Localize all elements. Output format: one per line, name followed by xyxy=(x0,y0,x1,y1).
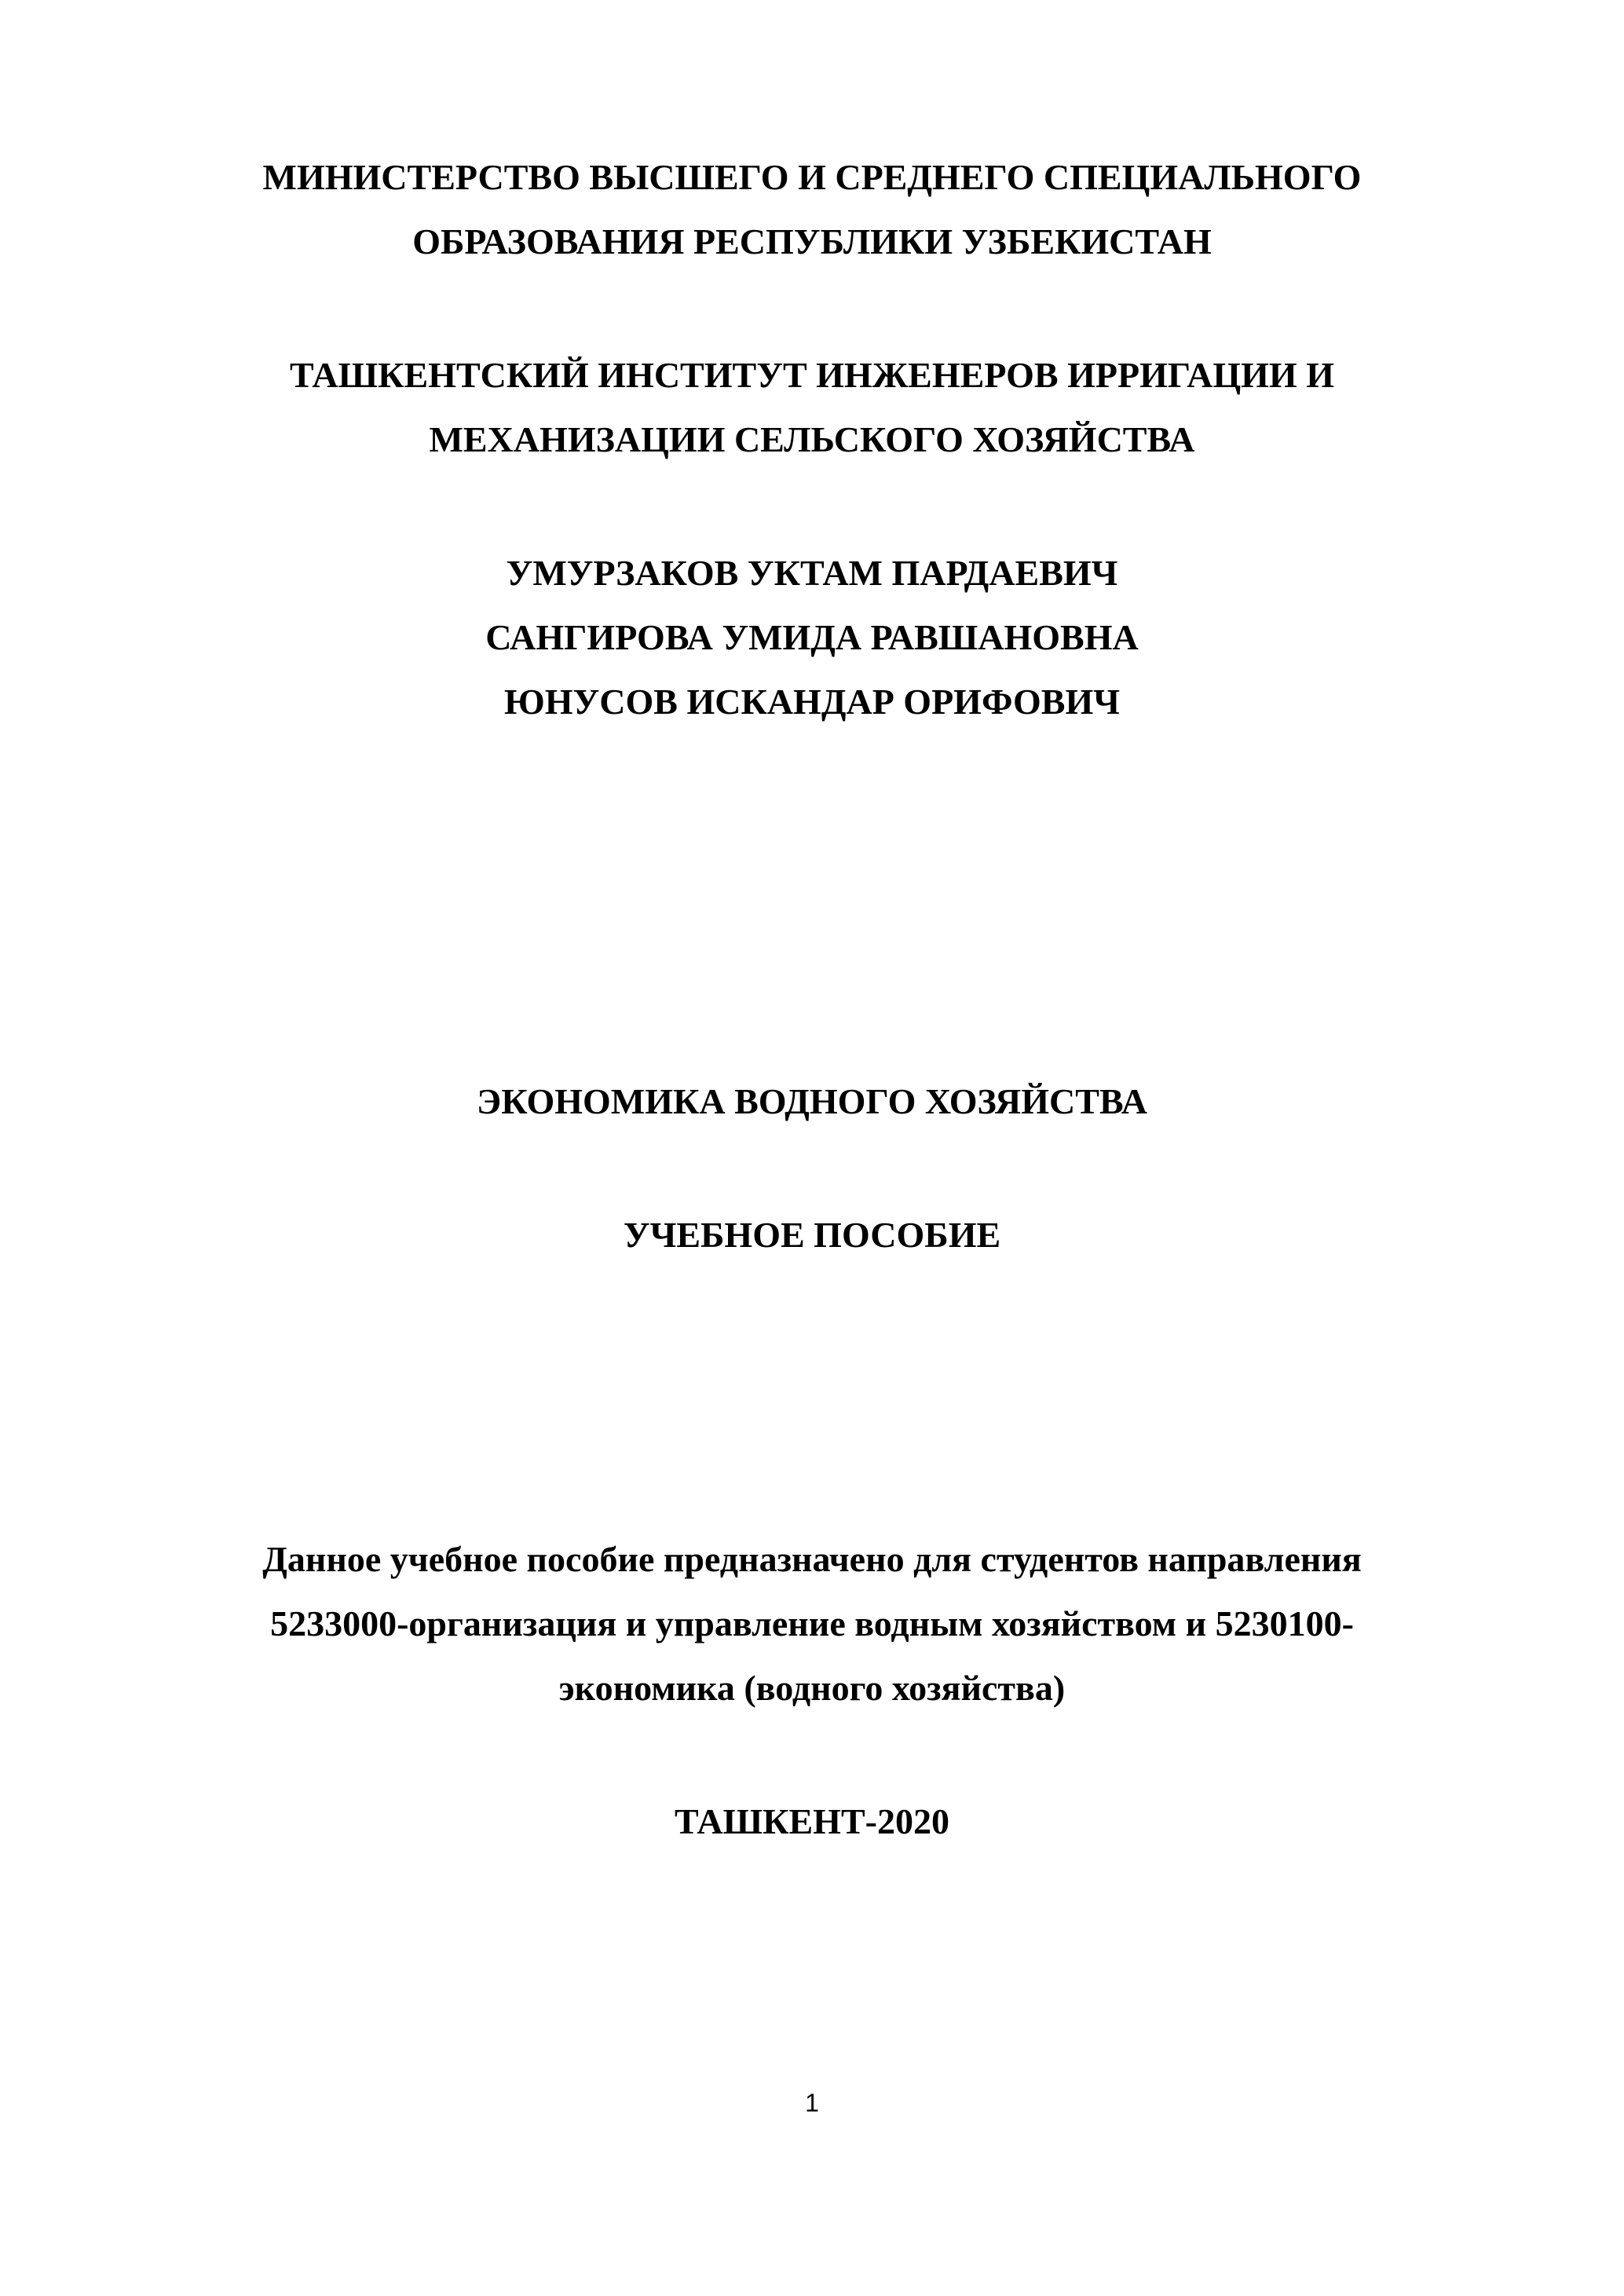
city-year: ТАШКЕНТ-2020 xyxy=(675,1801,949,1841)
ministry-line-2: ОБРАЗОВАНИЯ РЕСПУБЛИКИ УЗБЕКИСТАН xyxy=(412,221,1212,261)
institute-line-2: МЕХАНИЗАЦИИ СЕЛЬСКОГО ХОЗЯЙСТВА xyxy=(429,419,1195,459)
institute-line-1: ТАШКЕНТСКИЙ ИНСТИТУТ ИНЖЕНЕРОВ ИРРИГАЦИИ И xyxy=(290,355,1334,395)
purpose-line-1: Данное учебное пособие предназначено для студентов направления xyxy=(262,1539,1362,1579)
document-title: ЭКОНОМИКА ВОДНОГО ХОЗЯЙСТВА xyxy=(477,1081,1147,1121)
author-1: УМУРЗАКОВ УКТАМ ПАРДАЕВИЧ xyxy=(506,553,1118,593)
page-number: 1 xyxy=(805,2089,819,2117)
purpose-line-2: 5233000-организация и управление водным хозяйством и 5230100- xyxy=(270,1603,1354,1643)
author-2: САНГИРОВА УМИДА РАВШАНОВНА xyxy=(485,617,1139,657)
ministry-line-1: МИНИСТЕРСТВО ВЫСШЕГО И СРЕДНЕГО СПЕЦИАЛЬНОГО xyxy=(262,157,1362,197)
document-subtitle: УЧЕБНОЕ ПОСОБИЕ xyxy=(623,1215,1001,1255)
purpose-line-3: экономика (водного хозяйства) xyxy=(558,1668,1066,1708)
author-3: ЮНУСОВ ИСКАНДАР ОРИФОВИЧ xyxy=(503,682,1121,722)
